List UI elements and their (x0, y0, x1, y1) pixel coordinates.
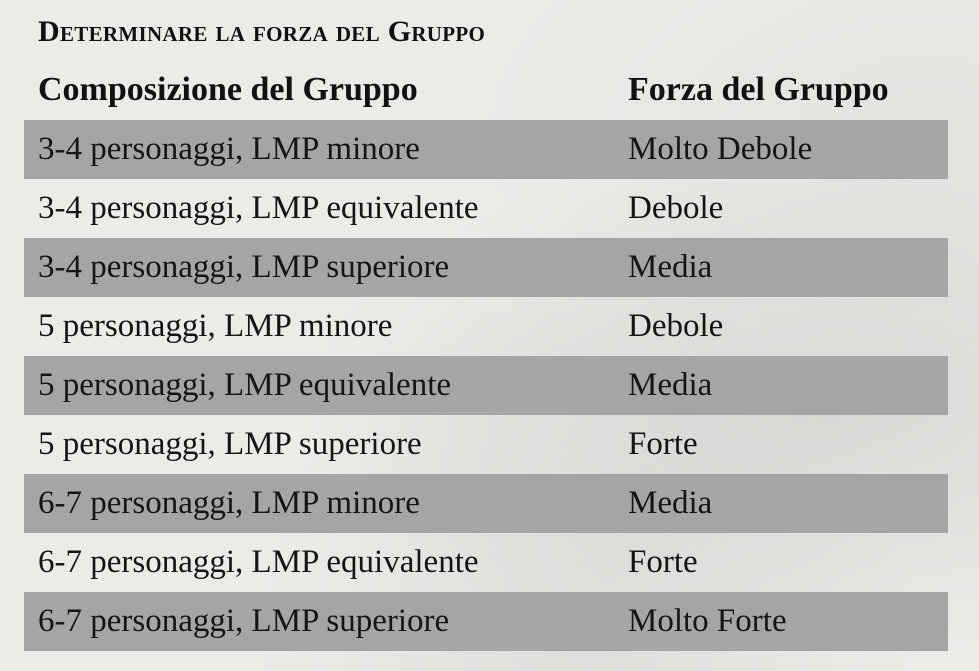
composition-cell: 6-7 personaggi, LMP minore (38, 485, 420, 521)
table-row (24, 415, 948, 474)
composition-cell: 3-4 personaggi, LMP equivalente (38, 190, 479, 226)
composition-cell: 6-7 personaggi, LMP superiore (38, 603, 450, 639)
strength-cell: Debole (628, 190, 724, 226)
strength-table (24, 120, 948, 651)
header-composition: Composizione del Gruppo (38, 71, 418, 108)
strength-cell: Molto Forte (628, 603, 787, 639)
table-title: Determinare la forza del Gruppo (38, 15, 486, 48)
composition-cell: 3-4 personaggi, LMP superiore (38, 249, 450, 285)
table-row (24, 533, 948, 592)
table-row (24, 238, 948, 297)
composition-cell: 6-7 personaggi, LMP equivalente (38, 544, 479, 580)
strength-cell: Media (628, 367, 713, 403)
composition-cell: 5 personaggi, LMP equivalente (38, 367, 452, 403)
table-row (24, 120, 948, 179)
table-row (24, 592, 948, 651)
strength-cell: Media (628, 249, 713, 285)
composition-cell: 5 personaggi, LMP minore (38, 308, 393, 344)
table-row (24, 474, 948, 533)
strength-cell: Forte (628, 544, 698, 580)
strength-cell: Media (628, 485, 713, 521)
table-row (24, 356, 948, 415)
table-row (24, 179, 948, 238)
composition-cell: 5 personaggi, LMP superiore (38, 426, 422, 462)
strength-cell: Debole (628, 308, 724, 344)
header-strength: Forza del Gruppo (628, 71, 889, 108)
table-row (24, 297, 948, 356)
strength-cell: Molto Debole (628, 131, 813, 167)
composition-cell: 3-4 personaggi, LMP minore (38, 131, 420, 167)
strength-cell: Forte (628, 426, 698, 462)
